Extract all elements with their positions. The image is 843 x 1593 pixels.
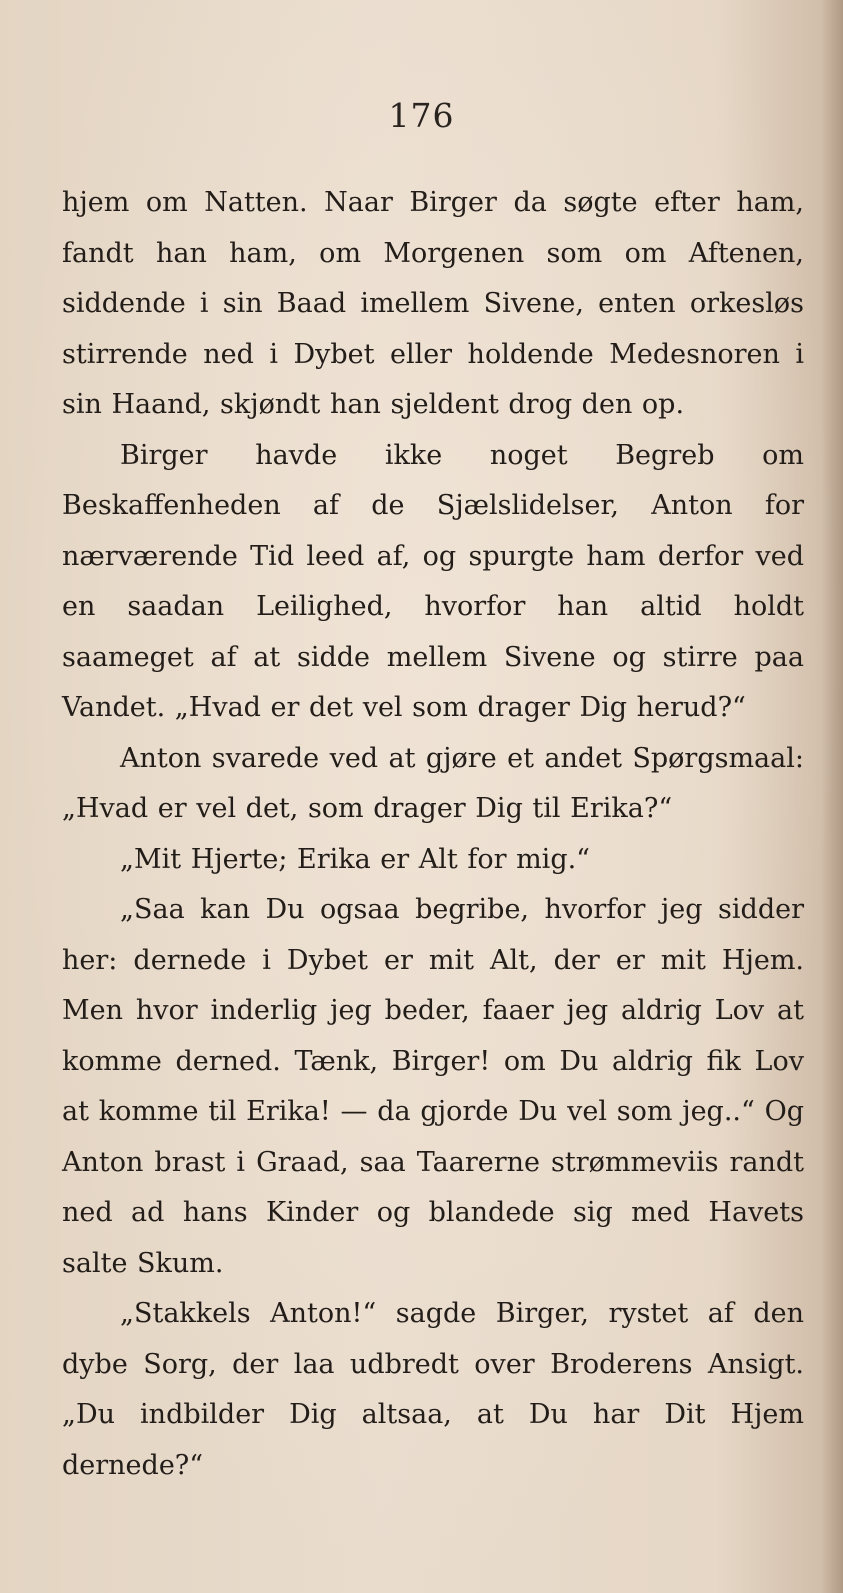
paragraph: Birger havde ikke noget Begreb om Beskaffenheden af de Sjælslidelser, Anton for nærværende Tid leed af, og spurgte ham derfor ved en saadan Leilighed, hvorfor han altid holdt saameget af at sidde mellem Sivene og stirre paa Vandet. „Hvad er det vel som drager Dig herud?“ xyxy=(62,439,804,723)
paragraph: „Mit Hjerte; Erika er Alt for mig.“ xyxy=(120,843,590,875)
paragraph: „Saa kan Du ogsaa begribe, hvorfor jeg sidder her: dernede i Dybet er mit Alt, der er mit Hjem. Men hvor inderlig jeg beder, faaer jeg aldrig Lov at komme derned. Tænk, Birger! om Du aldrig fik Lov at komme til Erika! — da gjorde Du vel som jeg..“ Og Anton brast i Graad, saa Taarerne strømmeviis randt ned ad hans Kinder og blandede sig med Havets salte Skum. xyxy=(62,894,804,1279)
paragraph: „Stakkels Anton!“ sagde Birger, rystet af den dybe Sorg, der laa udbredt over Broderens Ansigt. „Du indbilder Dig altsaa, at Du har Dit Hjem dernede?“ xyxy=(62,1298,804,1481)
body-text xyxy=(62,178,804,1491)
page-number: 176 xyxy=(388,96,455,135)
paragraph: Anton svarede ved at gjøre et andet Spørgsmaal: „Hvad er vel det, som drager Dig til Erika?“ xyxy=(62,742,804,824)
paragraph-continuation: hjem om Natten. Naar Birger da søgte efter ham, fandt han ham, om Morgenen som om Aftenen, siddende i sin Baad imellem Sivene, enten orkesløs stirrende ned i Dybet eller holdende Medesnoren i sin Haand, skjøndt han sjeldent drog den op. xyxy=(62,187,804,420)
page-edge-shadow xyxy=(821,0,843,1593)
